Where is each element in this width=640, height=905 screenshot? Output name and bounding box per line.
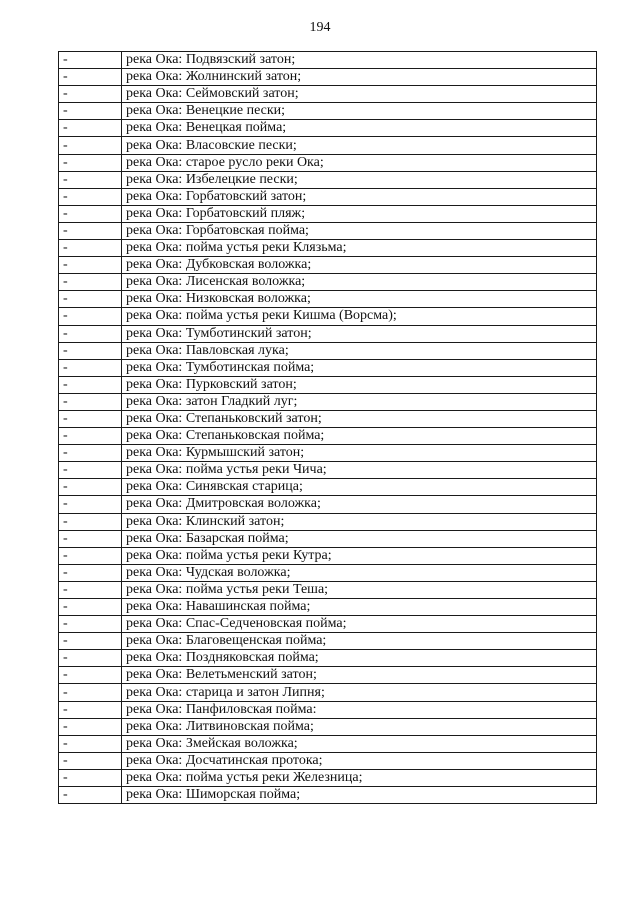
table-row: [59, 530, 597, 547]
table-row: [59, 308, 597, 325]
row-marker: -: [59, 667, 122, 684]
row-marker: -: [59, 188, 122, 205]
row-text: река Ока: Степаньковский затон;: [122, 410, 597, 427]
table-row: [59, 205, 597, 222]
row-text: река Ока: Степаньковская пойма;: [122, 428, 597, 445]
table-row: [59, 103, 597, 120]
row-text: река Ока: Избелецкие пески;: [122, 171, 597, 188]
row-text: река Ока: Власовские пески;: [122, 137, 597, 154]
row-marker: -: [59, 684, 122, 701]
table-row: [59, 137, 597, 154]
row-text: река Ока: Литвиновская пойма;: [122, 718, 597, 735]
row-text: река Ока: Жолнинский затон;: [122, 69, 597, 86]
table-row: [59, 735, 597, 752]
table-row: [59, 445, 597, 462]
table-row: [59, 496, 597, 513]
row-marker: -: [59, 513, 122, 530]
row-marker: -: [59, 103, 122, 120]
row-marker: -: [59, 376, 122, 393]
table-row: [59, 240, 597, 257]
row-text: река Ока: Низковская воложка;: [122, 291, 597, 308]
row-marker: -: [59, 205, 122, 222]
row-text: река Ока: Дмитровская воложка;: [122, 496, 597, 513]
table-row: [59, 581, 597, 598]
table-row: [59, 188, 597, 205]
row-text: река Ока: Навашинская пойма;: [122, 599, 597, 616]
table-row: [59, 769, 597, 786]
row-text: река Ока: Тумботинский затон;: [122, 325, 597, 342]
row-text: река Ока: Чудская воложка;: [122, 564, 597, 581]
table-row: [59, 291, 597, 308]
row-text: река Ока: Базарская пойма;: [122, 530, 597, 547]
row-text: река Ока: Пурковский затон;: [122, 376, 597, 393]
row-text: река Ока: Велетьменский затон;: [122, 667, 597, 684]
table-row: [59, 752, 597, 769]
table-row: [59, 428, 597, 445]
row-text: река Ока: Досчатинская протока;: [122, 752, 597, 769]
table-row: [59, 479, 597, 496]
row-marker: -: [59, 564, 122, 581]
table-row: [59, 86, 597, 103]
row-text: река Ока: Курмышский затон;: [122, 445, 597, 462]
table-row: [59, 564, 597, 581]
row-marker: -: [59, 137, 122, 154]
row-marker: -: [59, 496, 122, 513]
table-row: [59, 69, 597, 86]
row-marker: -: [59, 52, 122, 69]
row-text: река Ока: Панфиловская пойма:: [122, 701, 597, 718]
table-body: [59, 52, 597, 804]
row-text: река Ока: пойма устья реки Клязьма;: [122, 240, 597, 257]
row-text: река Ока: Горбатовский затон;: [122, 188, 597, 205]
row-marker: -: [59, 325, 122, 342]
row-text: река Ока: пойма устья реки Железница;: [122, 769, 597, 786]
row-text: река Ока: Тумботинская пойма;: [122, 359, 597, 376]
table-row: [59, 599, 597, 616]
table-row: [59, 342, 597, 359]
row-marker: -: [59, 342, 122, 359]
row-text: река Ока: Синявская старица;: [122, 479, 597, 496]
row-marker: -: [59, 599, 122, 616]
row-marker: -: [59, 359, 122, 376]
row-marker: -: [59, 154, 122, 171]
table-row: [59, 257, 597, 274]
row-marker: -: [59, 428, 122, 445]
row-marker: -: [59, 718, 122, 735]
table-row: [59, 650, 597, 667]
row-marker: -: [59, 650, 122, 667]
table-row: [59, 513, 597, 530]
row-marker: -: [59, 769, 122, 786]
row-marker: -: [59, 257, 122, 274]
row-marker: -: [59, 581, 122, 598]
table-row: [59, 393, 597, 410]
row-text: река Ока: Венецкие пески;: [122, 103, 597, 120]
page-number: 194: [309, 20, 331, 35]
row-text: река Ока: пойма устья реки Кутра;: [122, 547, 597, 564]
row-marker: -: [59, 240, 122, 257]
row-marker: -: [59, 752, 122, 769]
row-text: река Ока: Змейская воложка;: [122, 735, 597, 752]
row-marker: -: [59, 291, 122, 308]
row-text: река Ока: Горбатовский пляж;: [122, 205, 597, 222]
table-row: [59, 787, 597, 804]
row-text: река Ока: старое русло реки Ока;: [122, 154, 597, 171]
row-text: река Ока: пойма устья реки Чича;: [122, 462, 597, 479]
row-marker: -: [59, 86, 122, 103]
table-row: [59, 462, 597, 479]
row-text: река Ока: Шиморская пойма;: [122, 787, 597, 804]
table-row: [59, 718, 597, 735]
row-marker: -: [59, 274, 122, 291]
row-text: река Ока: Павловская лука;: [122, 342, 597, 359]
table-row: [59, 410, 597, 427]
row-marker: -: [59, 120, 122, 137]
table-row: [59, 171, 597, 188]
table-row: [59, 684, 597, 701]
row-text: река Ока: Венецкая пойма;: [122, 120, 597, 137]
row-marker: -: [59, 479, 122, 496]
row-text: река Ока: Благовещенская пойма;: [122, 633, 597, 650]
table-row: [59, 633, 597, 650]
row-marker: -: [59, 410, 122, 427]
table-row: [59, 701, 597, 718]
row-text: река Ока: Поздняковская пойма;: [122, 650, 597, 667]
row-text: река Ока: пойма устья реки Кишма (Ворсма);: [122, 308, 597, 325]
row-text: река Ока: пойма устья реки Теша;: [122, 581, 597, 598]
table-row: [59, 52, 597, 69]
row-marker: -: [59, 69, 122, 86]
row-marker: -: [59, 530, 122, 547]
row-text: река Ока: Дубковская воложка;: [122, 257, 597, 274]
row-marker: -: [59, 735, 122, 752]
table-row: [59, 359, 597, 376]
row-text: река Ока: Лисенская воложка;: [122, 274, 597, 291]
row-marker: -: [59, 171, 122, 188]
table-row: [59, 667, 597, 684]
table-row: [59, 325, 597, 342]
table-row: [59, 120, 597, 137]
row-text: река Ока: Спас-Седченовская пойма;: [122, 616, 597, 633]
row-text: река Ока: Сеймовский затон;: [122, 86, 597, 103]
table-row: [59, 376, 597, 393]
table-row: [59, 547, 597, 564]
row-text: река Ока: старица и затон Липня;: [122, 684, 597, 701]
row-marker: -: [59, 445, 122, 462]
row-text: река Ока: Клинский затон;: [122, 513, 597, 530]
row-marker: -: [59, 308, 122, 325]
table-row: [59, 274, 597, 291]
row-marker: -: [59, 633, 122, 650]
row-text: река Ока: Горбатовская пойма;: [122, 222, 597, 239]
row-marker: -: [59, 701, 122, 718]
row-marker: -: [59, 222, 122, 239]
row-marker: -: [59, 393, 122, 410]
row-text: река Ока: затон Гладкий луг;: [122, 393, 597, 410]
row-marker: -: [59, 616, 122, 633]
table-row: [59, 222, 597, 239]
row-marker: -: [59, 787, 122, 804]
row-marker: -: [59, 462, 122, 479]
row-text: река Ока: Подвязский затон;: [122, 52, 597, 69]
table-row: [59, 616, 597, 633]
row-marker: -: [59, 547, 122, 564]
table-row: [59, 154, 597, 171]
water-bodies-table: [58, 51, 597, 804]
